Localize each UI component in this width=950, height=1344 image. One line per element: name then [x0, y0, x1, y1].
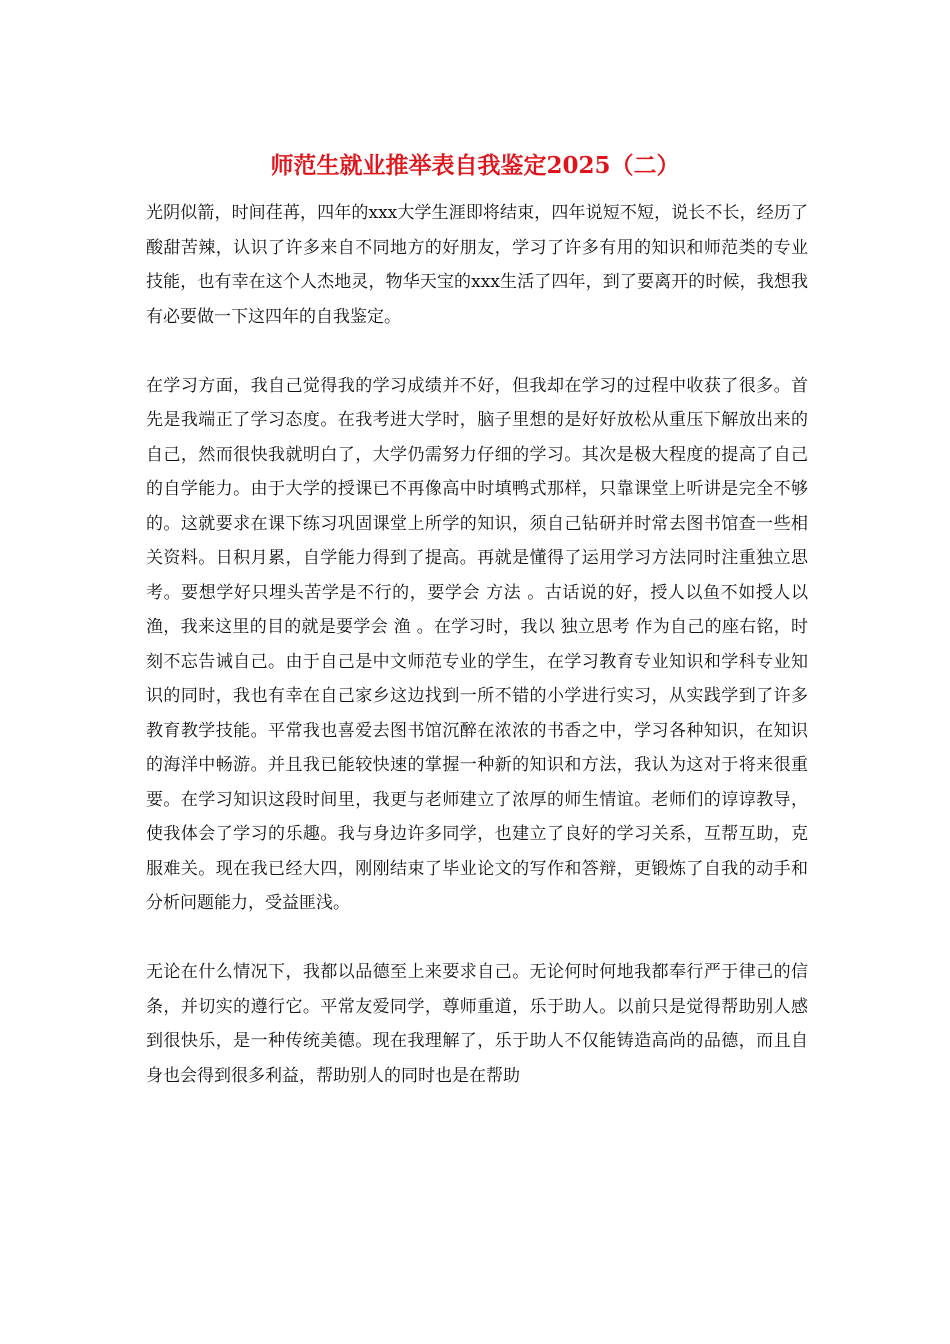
paragraph-study: 在学习方面，我自己觉得我的学习成绩并不好，但我却在学习的过程中收获了很多。首先是我端正了学习态度。在我考进大学时，脑子里想的是好好放松从重压下解放出来的自己，然而很快我就明白了，大学仍需努力仔细的学习。其次是极大程度的提高了自己的自学能力。由于大学的授课已不再像高中时填鸭式那样，只靠课堂上听讲是完全不够的。这就要求在课下练习巩固课堂上所学的知识，须自己钻研并时常去图书馆查一些相关资料。日积月累，自学能力得到了提高。再就是懂得了运用学习方法同时注重独立思考。要想学好只埋头苦学是不行的，要学会 方法 。古话说的好，授人以鱼不如授人以渔，我来这里的目的就是要学会 渔 。在学习时，我以 独立思考 作为自己的座右铭，时刻不忘告诫自己。由于自己是中文师范专业的学生，在学习教育专业知识和学科专业知识的同时，我也有幸在自己家乡这边找到一所不错的小学进行实习，从实践学到了许多教育教学技能。平常我也喜爱去图书馆沉醉在浓浓的书香之中，学习各种知识，在知识的海洋中畅游。并且我已能较快速的掌握一种新的知识和方法，我认为这对于将来很重要。在学习知识这段时间里，我更与老师建立了浓厚的师生情谊。老师们的谆谆教导，使我体会了学习的乐趣。我与身边许多同学，也建立了良好的学习关系，互帮互助，克服难关。现在我已经大四，刚刚结束了毕业论文的写作和答辩，更锻炼了自我的动手和分析问题能力，受益匪浅。: [146, 375, 808, 913]
paragraph-morality: 无论在什么情况下，我都以品德至上来要求自己。无论何时何地我都奉行严于律己的信条，并切实的遵行它。平常友爱同学，尊师重道，乐于助人。以前只是觉得帮助别人感到很快乐，是一种传统美德。现在我理解了，乐于助人不仅能铸造高尚的品德，而且自身也会得到很多利益，帮助别人的同时也是在帮助: [146, 962, 808, 1086]
paragraph-spacer: [146, 334, 808, 369]
paragraph-spacer: [146, 921, 808, 956]
document-title: 师范生就业推举表自我鉴定2025（二）: [270, 152, 680, 179]
paragraph-intro: 光阴似箭，时间荏苒，四年的xxx大学生涯即将结束，四年说短不短，说长不长，经历了酸甜苦辣，认识了许多来自不同地方的好朋友，学习了许多有用的知识和师范类的专业技能，也有幸在这个人杰地灵，物华天宝的xxx生活了四年，到了要离开的时候，我想我有必要做一下这四年的自我鉴定。: [146, 203, 808, 327]
document-body: [146, 196, 808, 1093]
